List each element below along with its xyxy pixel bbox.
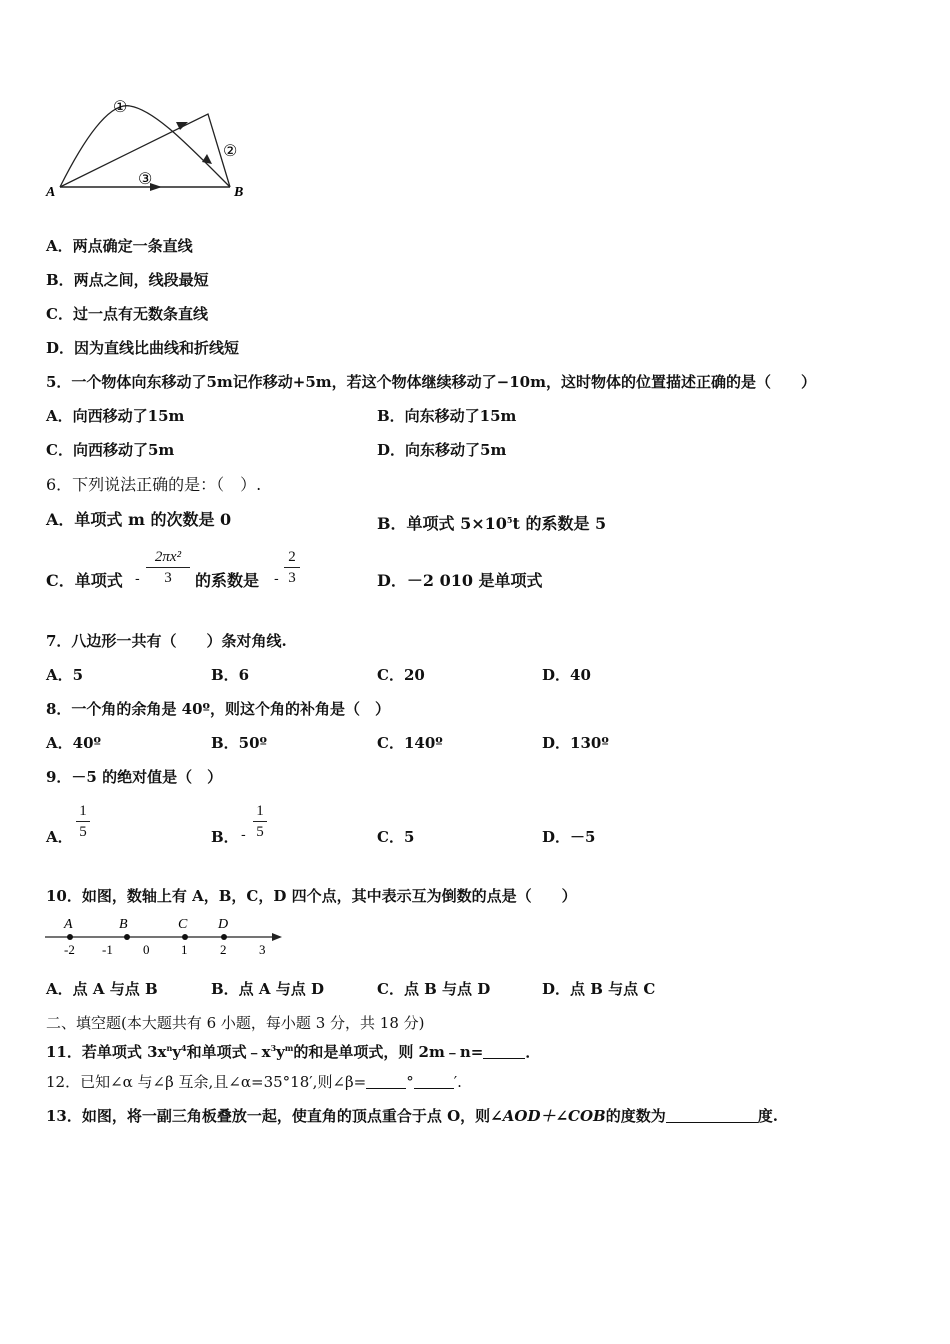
q11-text: 11．若单项式 $3x^ny^4$和单项式$﹣x^3y^m$的和是单项式，则 2m﹣n= ．: [46, 1043, 541, 1061]
q5-option-c: C．向西移动了5m: [46, 441, 175, 459]
q8-option-a: A．40º: [46, 734, 102, 752]
q4-option-b: B．两点之间，线段最短: [46, 271, 209, 289]
tick-label: -2: [64, 942, 75, 957]
q7-stem: 7．八边形一共有（ ）条对角线.: [46, 632, 287, 650]
number-line-label-b: B: [119, 917, 128, 932]
q9-option-b-minus: -: [241, 827, 246, 843]
q9-option-a-label: A．: [46, 828, 73, 846]
q13-text: 13．如图，将一副三角板叠放一起，使直角的顶点重合于点 O，则∠AOD＋∠COB的度数为 度.: [46, 1107, 778, 1125]
q6-option-b: B．单项式 $5\times 10^5t$ 的系数是 5: [377, 514, 607, 533]
tick-label: -1: [102, 942, 113, 957]
q8-option-c: C．140º: [377, 734, 443, 752]
number-line: [42, 912, 292, 958]
q5-stem: 5．一个物体向东移动了5m记作移动+5m，若这个物体继续移动了−10m，这时物体的位置描述正确的是（ ）: [46, 373, 816, 391]
q5-option-a: A．向西移动了15m: [46, 407, 185, 425]
q7-option-d: D．40: [542, 666, 591, 684]
q6-stem: 6．下列说法正确的是：（ ）.: [46, 475, 262, 494]
q6-option-c-fraction2: 2 3: [284, 548, 300, 587]
path-3-label: ③: [138, 171, 153, 188]
q9-option-c: C．5: [377, 828, 415, 846]
q10-option-c: C．点 B 与点 D: [377, 980, 491, 998]
q10-option-d: D．点 B 与点 C: [542, 980, 656, 998]
number-line-label-d: D: [218, 917, 229, 932]
q6-option-a: A．单项式 m 的次数是 0: [46, 510, 232, 529]
path-1-label: ①: [113, 99, 128, 116]
number-line-label-a: A: [64, 917, 73, 932]
number-line-label-c: C: [178, 917, 188, 932]
q6-option-c-mid: 的系数是: [195, 571, 260, 590]
tick-label: 3: [259, 942, 266, 957]
q5-option-b: B．向东移动了15m: [377, 407, 517, 425]
q6-option-c-minus: -: [135, 571, 140, 587]
q10-option-a: A．点 A 与点 B: [46, 980, 158, 998]
q9-stem: 9．－5 的绝对值是（ ）: [46, 768, 223, 786]
q10-option-b: B．点 A 与点 D: [211, 980, 324, 998]
q8-option-b: B．50º: [211, 734, 268, 752]
tick-label: 0: [143, 942, 150, 957]
path-2-label: ②: [223, 143, 238, 160]
q7-option-b: B．6: [211, 666, 250, 684]
answer-blank[interactable]: [414, 1074, 454, 1089]
tick-label: 2: [220, 942, 227, 957]
q6-option-c-fraction: 2πx² 3: [146, 548, 190, 587]
q4-option-c: C．过一点有无数条直线: [46, 305, 208, 323]
tick-label: 1: [181, 942, 188, 957]
q8-option-d: D．130º: [542, 734, 609, 752]
q12-text: 12．已知∠α 与∠β 互余,且∠α=35°18′,则∠β= ° ′.: [46, 1073, 462, 1091]
answer-blank[interactable]: [366, 1074, 406, 1089]
q6-option-c-label: C．单项式: [46, 571, 123, 590]
point-a-dot: [67, 934, 73, 940]
arrow-head-icon: [202, 154, 212, 164]
q7-option-c: C．20: [377, 666, 425, 684]
point-c-dot: [182, 934, 188, 940]
q7-option-a: A．5: [46, 666, 84, 684]
point-a-label: A: [46, 185, 56, 200]
q9-option-a-fraction: 1 5: [76, 802, 90, 841]
answer-blank[interactable]: [483, 1044, 525, 1059]
axis-arrow-icon: [272, 933, 282, 941]
point-d-dot: [221, 934, 227, 940]
q4-option-d: D．因为直线比曲线和折线短: [46, 339, 240, 357]
q9-option-b-fraction: 1 5: [253, 802, 267, 841]
path-figure: [40, 92, 260, 204]
q8-stem: 8．一个角的余角是 40º，则这个角的补角是（ ）: [46, 700, 391, 718]
point-b-dot: [124, 934, 130, 940]
q9-option-b-label: B．: [211, 828, 239, 846]
section-2-heading: 二、填空题(本大题共有 6 小题，每小题 3 分，共 18 分): [46, 1014, 425, 1032]
q5-option-d: D．向东移动了5m: [377, 441, 507, 459]
q10-stem: 10．如图，数轴上有 A，B，C，D 四个点，其中表示互为倒数的点是（ ）: [46, 887, 577, 905]
q4-option-a: A．两点确定一条直线: [46, 237, 193, 255]
answer-blank[interactable]: [666, 1108, 758, 1123]
q6-option-c-minus2: -: [274, 571, 279, 587]
q9-option-d: D．－5: [542, 828, 596, 846]
point-b-label: B: [234, 185, 244, 200]
q6-option-d: D．－2 010 是单项式: [377, 571, 543, 590]
